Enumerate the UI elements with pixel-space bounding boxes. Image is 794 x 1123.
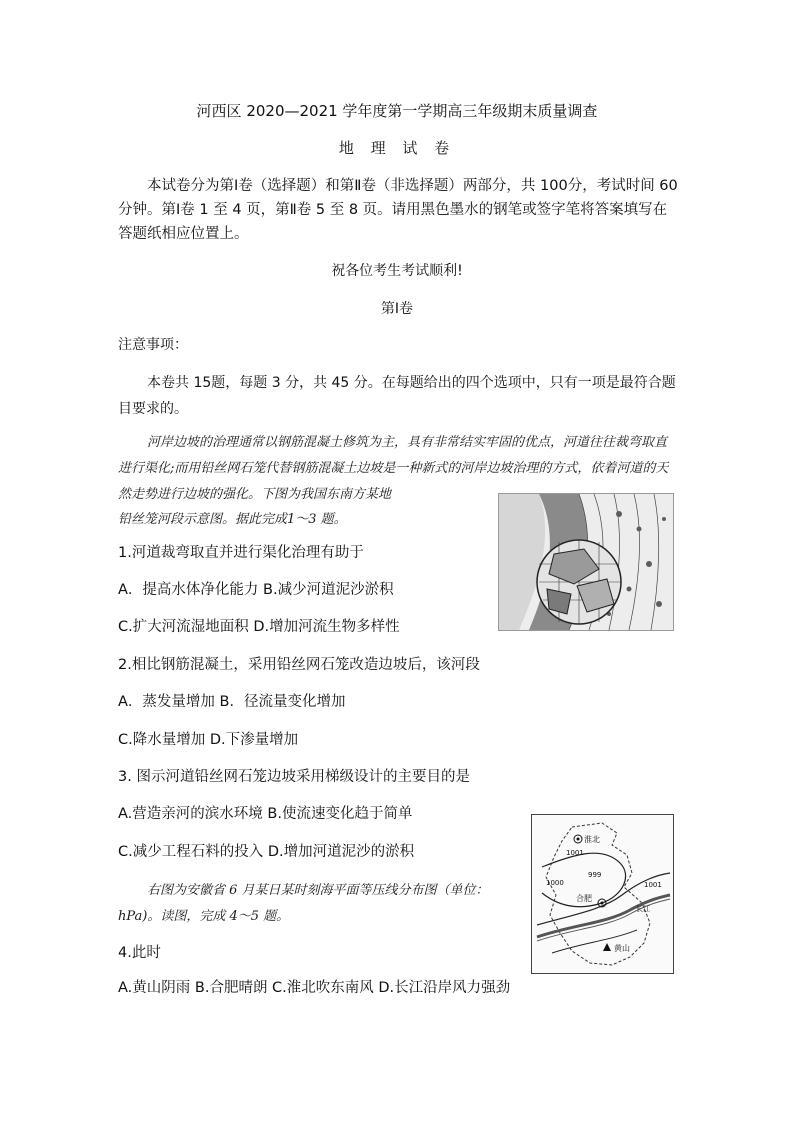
question-4-options: A.黄山阴雨 B.合肥晴朗 C.淮北吹东南风 D.长江沿岸风力强劲 xyxy=(118,980,511,996)
question-3-stem: 3. 图示河道铅丝网石笼边坡采用梯级设计的主要目的是 xyxy=(118,769,470,785)
passage2-text: 右图为安徽省 6 月某日某时刻海平面等压线分布图（单位： xyxy=(147,883,489,898)
map-label-isobar-1000: 1000 xyxy=(546,879,564,887)
isobar-map-drawing xyxy=(532,815,673,973)
passage2-tail: hPa)。读图，完成 4～5 题。 xyxy=(118,909,290,924)
wish-line: 祝各位考生考试顺利! xyxy=(331,263,463,279)
passage1-tail: 铅丝笼河段示意图。据此完成1～3 题。 xyxy=(118,512,347,527)
rule-paragraph: 本卷共 15题，每题 3 分，共 45 分。在每题给出的四个选项中，只有一项是最符合题目要求的。 xyxy=(118,375,676,417)
anhui-isobar-map xyxy=(531,814,674,974)
map-label-isobar-1001-north: 1001 xyxy=(566,849,584,857)
intro-paragraph: 本试卷分为第Ⅰ卷（选择题）和第Ⅱ卷（非选择题）两部分，共 100分，考试时间 60 分钟。第Ⅰ卷 1 至 4 页，第Ⅱ卷 5 至 8 页。请用黑色墨水的钢笔或签字笔将答案填写在答题纸相应位置上。 xyxy=(118,178,678,242)
map-label-isobar-999: 999 xyxy=(588,871,602,879)
question-1-options-cd: C.扩大河流湿地面积 D.增加河流生物多样性 xyxy=(118,619,400,635)
question-4-stem: 4.此时 xyxy=(118,945,161,961)
question-3-options-ab: A.营造亲河的滨水环境 B.使流速变化趋于简单 xyxy=(118,806,413,822)
question-2-options-cd: C.降水量增加 D.下渗量增加 xyxy=(118,732,299,748)
map-label-yangtze: 长江 xyxy=(636,905,650,913)
exam-subtitle: 地 理 试 卷 xyxy=(338,139,456,157)
question-2-options-ab: A．蒸发量增加 B．径流量变化增加 xyxy=(118,694,346,710)
passage1-text: 河岸边坡的治理通常以钢筋混凝土修筑为主，具有非常结实牢固的优点，河道往往裁弯取直进行渠化;而用铅丝网石笼代替钢筋混凝土边坡是一种新式的河岸边坡治理的方式，依着河道的天然走势进行边坡的强化。下图为我国东南方某地 xyxy=(118,435,669,502)
map-label-huaibei: 淮北 xyxy=(584,835,600,844)
river-photo-drawing xyxy=(499,494,673,630)
question-2-stem: 2.相比钢筋混凝土，采用铅丝网石笼改造边坡后，该河段 xyxy=(118,657,480,673)
notice-label: 注意事项： xyxy=(118,337,188,353)
question-1-stem: 1.河道裁弯取直并进行渠化治理有助于 xyxy=(118,545,364,561)
question-1-options-ab: A．提高水体净化能力 B.减少河道泥沙淤积 xyxy=(118,582,394,598)
map-label-huangshan: 黄山 xyxy=(614,944,630,953)
river-gabion-photo xyxy=(498,493,674,631)
volume-heading: 第Ⅰ卷 xyxy=(380,301,414,317)
map-label-hefei: 合肥 xyxy=(576,894,592,903)
question-3-options-cd: C.减少工程石料的投入 D.增加河道泥沙的淤积 xyxy=(118,844,415,860)
map-label-isobar-1001-east: 1001 xyxy=(644,881,662,889)
exam-title: 河西区 2020—2021 学年度第一学期高三年级期末质量调查 xyxy=(196,102,598,120)
